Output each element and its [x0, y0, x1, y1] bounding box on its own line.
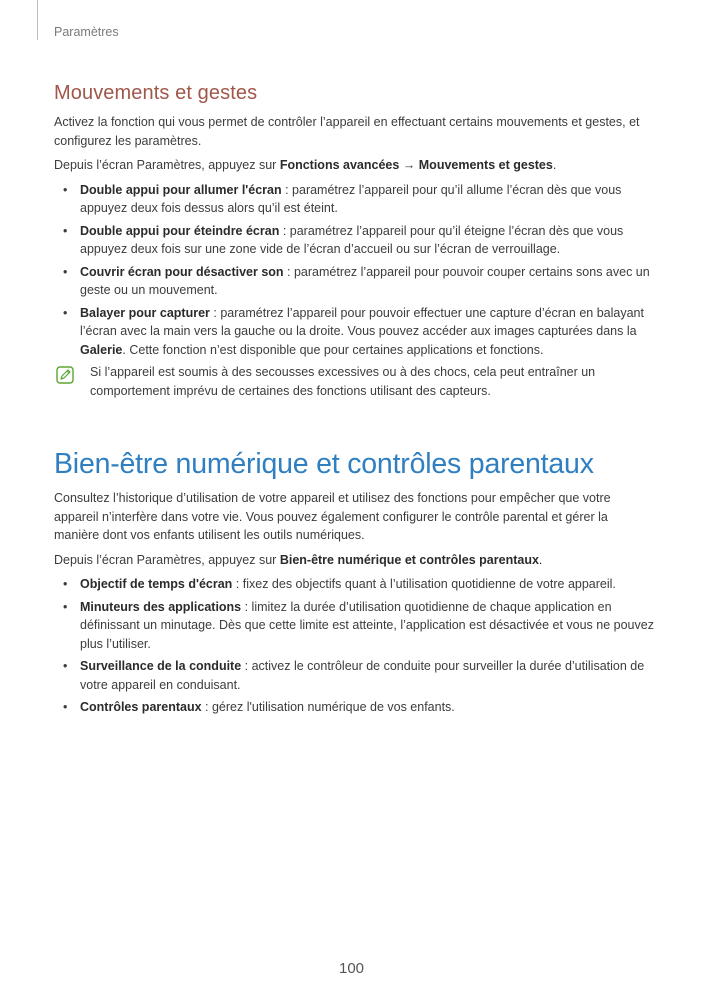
list-item — [54, 304, 654, 360]
bullet: • — [63, 182, 68, 197]
list-item-term: Surveillance de la conduite — [80, 659, 242, 673]
bullet: • — [63, 305, 68, 320]
section-heading-bien-etre: Bien-être numérique et contrôles parentaux — [54, 448, 594, 480]
list-item-term-galerie: Galerie — [80, 342, 123, 357]
list-item-desc: : activez le contrôleur de conduite pour surveiller la durée d’utilisation de votre appareil en conduisant. — [80, 659, 645, 692]
bullet: • — [63, 659, 68, 673]
section-heading-mouvements: Mouvements et gestes — [54, 82, 258, 104]
list-item — [54, 657, 654, 694]
section2-intro: Consultez l’historique d’utilisation de votre appareil et utilisez des fonctions pour empêcher que votre appareil n’interfère dans votre vie. Vous pouvez également configurer le contrôle parental et gérer la manière dont vos enfants utilisent les outils numériques. — [54, 491, 611, 542]
bullet: • — [63, 700, 68, 714]
list-item-desc: : paramétrez l’appareil pour qu’il éteigne l’écran dès que vous appuyez deux fois sur une zone vide de l’écran d’accueil ou sur l’écran de verrouillage. — [80, 223, 624, 256]
list-item — [54, 181, 654, 218]
list-item-desc: : gérez l'utilisation numérique de vos enfants. — [201, 700, 455, 714]
header-divider — [37, 0, 38, 40]
list-item — [54, 263, 654, 300]
list-item-desc: : paramétrez l’appareil pour pouvoir couper certains sons avec un geste ou un mouvement. — [80, 264, 650, 297]
list-item — [54, 598, 654, 654]
note-pencil-icon — [56, 366, 74, 384]
list-item — [54, 698, 654, 717]
list-item-term: Balayer pour capturer — [80, 305, 210, 320]
list-item-term: Contrôles parentaux — [80, 700, 202, 714]
bullet: • — [63, 577, 68, 591]
note-text: Si l’appareil est soumis à des secousses excessives ou à des chocs, cela peut entraîner un comportement imprévu de certaines des fonctions utilisant des capteurs. — [90, 365, 596, 398]
bullet: • — [63, 264, 68, 279]
list-item-desc: : fixez des objectifs quant à l’utilisation quotidienne de votre appareil. — [232, 577, 616, 591]
section1-list — [54, 181, 654, 360]
bullet: • — [63, 223, 68, 238]
list-item — [54, 575, 654, 594]
list-item-desc: : limitez la durée d’utilisation quotidienne de chaque application en définissant un minutage. Dès que cette limite est atteinte, l’application est désactivée et vous ne pouvez plus l’utiliser. — [80, 599, 654, 651]
section2-path: Depuis l’écran Paramètres, appuyez sur Bien-être numérique et contrôles parentaux. — [54, 552, 543, 567]
section2-list — [54, 575, 654, 717]
list-item-term: Objectif de temps d'écran — [80, 577, 233, 591]
list-item-term: Double appui pour éteindre écran — [80, 223, 280, 238]
bullet: • — [63, 599, 68, 614]
list-item-desc: : paramétrez l’appareil pour qu’il allume l’écran dès que vous appuyez deux fois dessus alors qu’il est éteint. — [80, 182, 622, 215]
note-box — [54, 363, 654, 400]
page-number: 100 — [338, 960, 365, 977]
page-content — [54, 82, 654, 721]
list-item-term: Double appui pour allumer l'écran — [80, 182, 282, 197]
list-item-desc: : paramétrez l’appareil pour pouvoir effectuer une capture d’écran en balayant l’écran avec la main vers la gauche ou la droite. Vous pouvez accéder aux images capturées dans la — [80, 305, 644, 338]
list-item-term: Couvrir écran pour désactiver son — [80, 264, 284, 279]
list-item-term: Minuteurs des applications — [80, 599, 242, 614]
list-item-desc-end: . Cette fonction n’est disponible que pour certaines applications et fonctions. — [122, 342, 544, 357]
list-item — [54, 222, 654, 259]
running-header: Paramètres — [54, 25, 119, 39]
section1-intro: Activez la fonction qui vous permet de contrôler l’appareil en effectuant certains mouvements et gestes, et configurez les paramètres. — [54, 115, 640, 148]
section1-path: Depuis l’écran Paramètres, appuyez sur Fonctions avancées → Mouvements et gestes. — [54, 158, 557, 172]
